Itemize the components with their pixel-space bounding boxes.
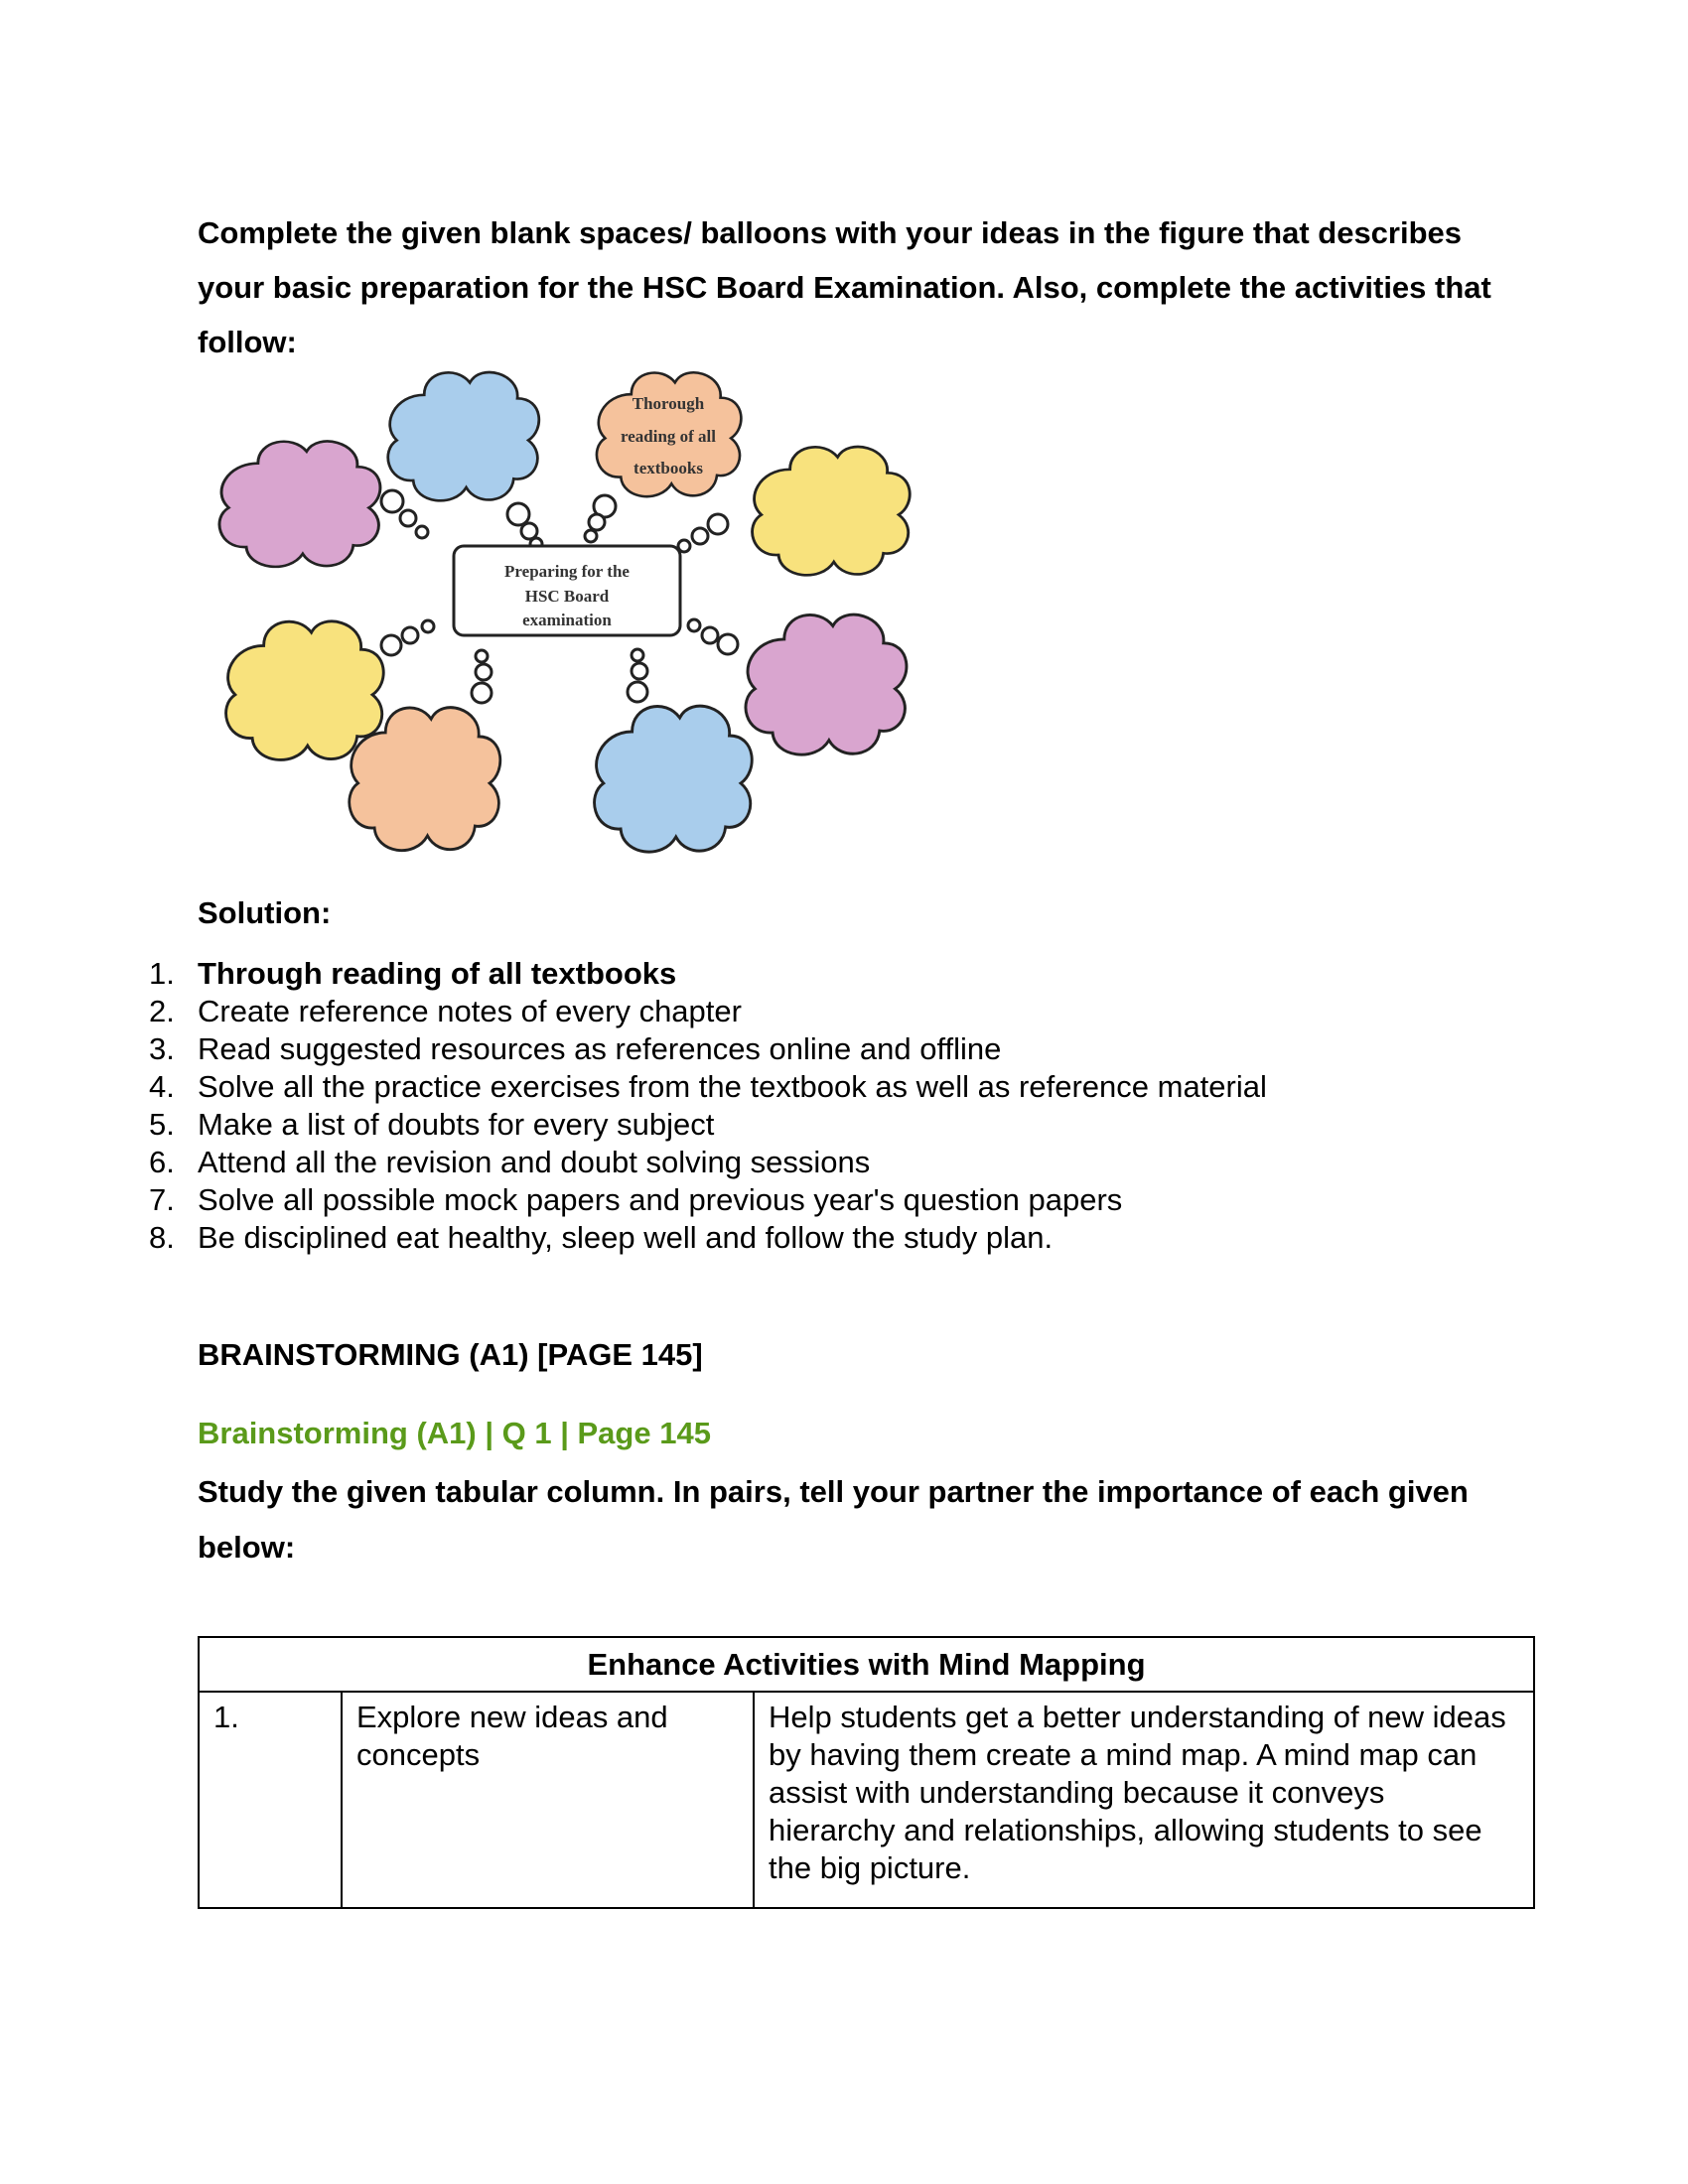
solution-item: [149, 1181, 1267, 1219]
item-number: 1.: [149, 956, 175, 991]
solution-item: [149, 993, 1267, 1030]
row-number: 1.: [199, 1692, 342, 1908]
center-label-line-2: HSC Board: [524, 587, 610, 606]
item-text: Be disciplined eat healthy, sleep well and follow the study plan.: [198, 1220, 1054, 1255]
center-label-line-3: examination: [522, 611, 612, 629]
table-row: [199, 1692, 1534, 1908]
solution-item: [149, 1144, 1267, 1181]
item-number: 8.: [149, 1220, 175, 1255]
item-text: Through reading of all textbooks: [198, 956, 677, 991]
item-text: Solve all possible mock papers and previous year's question papers: [198, 1182, 1123, 1217]
solution-label: Solution:: [198, 895, 332, 930]
table-title: Enhance Activities with Mind Mapping: [199, 1637, 1534, 1692]
row-description: Help students get a better understanding of new ideas by having them create a mind map. A mind map can assist with understanding because it conveys hierarchy and relationships, allowing students to see the big picture.: [754, 1692, 1534, 1908]
question-text: Complete the given blank spaces/ balloons with your ideas in the figure that describes your basic preparation for the HSC Board Examination. Also, complete the activities that follow:: [198, 215, 1491, 359]
item-number: 7.: [149, 1182, 175, 1217]
solution-item: [149, 955, 1267, 993]
item-number: 3.: [149, 1031, 175, 1066]
item-text: Attend all the revision and doubt solving sessions: [198, 1145, 871, 1179]
solution-item: [149, 1030, 1267, 1068]
item-text: Make a list of doubts for every subject: [198, 1107, 715, 1142]
solution-item: [149, 1068, 1267, 1106]
solution-item: [149, 1219, 1267, 1257]
row-item: Explore new ideas and concepts: [342, 1692, 754, 1908]
mind-map-figure: [198, 357, 952, 884]
balloon-blue-top-left: [388, 372, 539, 500]
balloon-blue-bottom: [595, 706, 753, 852]
balloon-pink-left: [219, 442, 380, 567]
section-heading: BRAINSTORMING (A1) [PAGE 145]: [198, 1337, 703, 1372]
item-number: 2.: [149, 994, 175, 1028]
question-link[interactable]: Brainstorming (A1) | Q 1 | Page 145: [198, 1416, 711, 1450]
balloon-label-line-1: Thorough: [632, 394, 705, 413]
balloon-yellow-left: [226, 621, 384, 760]
solution-list: [149, 955, 1267, 1257]
item-text: Create reference notes of every chapter: [198, 994, 742, 1028]
item-number: 6.: [149, 1145, 175, 1179]
mind-mapping-table: [198, 1636, 1535, 1909]
item-text: Solve all the practice exercises from the textbook as well as reference material: [198, 1069, 1267, 1104]
solution-item: [149, 1106, 1267, 1144]
balloon-yellow-right: [753, 447, 911, 575]
question-text-2: Study the given tabular column. In pairs, tell your partner the importance of each given below:: [198, 1474, 1469, 1565]
item-number: 5.: [149, 1107, 175, 1142]
center-label-line-1: Preparing for the: [504, 562, 630, 581]
item-text: Read suggested resources as references online and offline: [198, 1031, 1002, 1066]
table-header-row: [199, 1637, 1534, 1692]
item-number: 4.: [149, 1069, 175, 1104]
balloon-label-line-3: textbooks: [633, 459, 703, 478]
balloon-label-line-2: reading of all: [620, 427, 717, 446]
balloon-pink-right: [746, 614, 907, 754]
